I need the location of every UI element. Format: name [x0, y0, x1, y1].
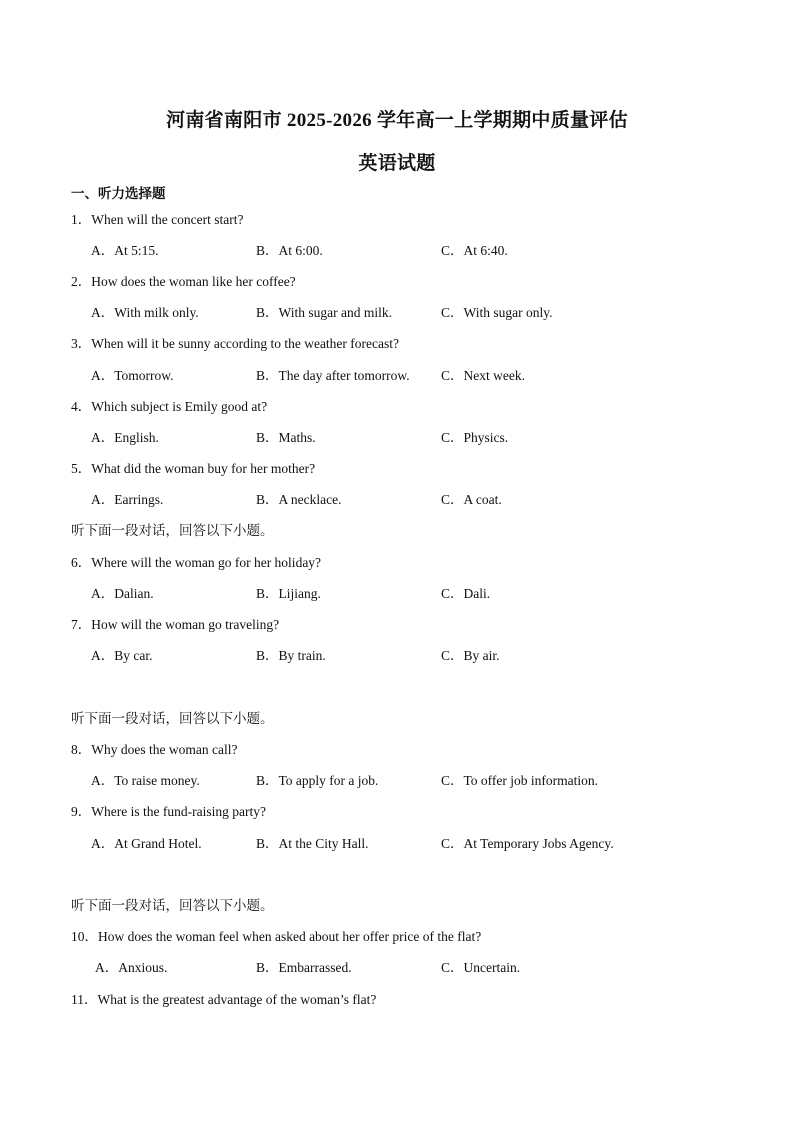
q9-option-b: B．At the City Hall. [256, 836, 369, 851]
question-10: 10．How does the woman feel when asked about her offer price of the flat? [71, 929, 482, 944]
q7-option-c: C．By air. [441, 648, 500, 663]
q7-option-b: B．By train. [256, 648, 326, 663]
listening-instruction: 听下面一段对话，回答以下小题。 [71, 898, 274, 913]
listening-instruction: 听下面一段对话，回答以下小题。 [71, 711, 274, 726]
question-5: 5．What did the woman buy for her mother? [71, 461, 316, 476]
question-8: 8．Why does the woman call? [71, 742, 238, 757]
q5-option-b: B．A necklace. [256, 492, 342, 507]
page-title: 河南省南阳市 2025-2026 学年高一上学期期中质量评估 [166, 110, 628, 131]
q3-option-b: B．The day after tomorrow. [256, 368, 410, 383]
page-subtitle: 英语试题 [358, 153, 436, 174]
question-6: 6．Where will the woman go for her holiday? [71, 555, 322, 570]
q1-option-c: C．At 6:40. [441, 243, 508, 258]
q8-option-c: C．To offer job information. [441, 773, 599, 788]
q6-option-c: C．Dali. [441, 586, 491, 601]
q1-option-a: A．At 5:15. [91, 243, 159, 258]
q4-option-b: B．Maths. [256, 430, 316, 445]
question-4: 4．Which subject is Emily good at? [71, 399, 268, 414]
q1-option-b: B．At 6:00. [256, 243, 323, 258]
q7-option-a: A．By car. [91, 648, 153, 663]
q4-option-c: C．Physics. [441, 430, 509, 445]
q3-option-a: A．Tomorrow. [91, 368, 174, 383]
q10-option-b: B．Embarrassed. [256, 960, 352, 975]
question-3: 3．When will it be sunny according to the weather forecast? [71, 336, 400, 351]
q4-option-a: A．English. [91, 430, 159, 445]
q10-option-a: A．Anxious. [95, 960, 168, 975]
question-9: 9．Where is the fund-raising party? [71, 804, 266, 819]
q8-option-a: A．To raise money. [91, 773, 200, 788]
q2-option-a: A．With milk only. [91, 305, 199, 320]
q5-option-c: C．A coat. [441, 492, 502, 507]
q2-option-b: B．With sugar and milk. [256, 305, 392, 320]
section-heading: 一、听力选择题 [71, 186, 166, 201]
listening-instruction: 听下面一段对话，回答以下小题。 [71, 523, 274, 538]
question-2: 2．How does the woman like her coffee? [71, 274, 296, 289]
q9-option-c: C．At Temporary Jobs Agency. [441, 836, 614, 851]
q3-option-c: C．Next week. [441, 368, 525, 383]
q6-option-b: B．Lijiang. [256, 586, 321, 601]
q9-option-a: A．At Grand Hotel. [91, 836, 202, 851]
question-1: 1．When will the concert start? [71, 212, 244, 227]
q5-option-a: A．Earrings. [91, 492, 164, 507]
question-7: 7．How will the woman go traveling? [71, 617, 280, 632]
q6-option-a: A．Dalian. [91, 586, 154, 601]
question-11: 11．What is the greatest advantage of the woman’s flat? [71, 992, 377, 1007]
q2-option-c: C．With sugar only. [441, 305, 553, 320]
q8-option-b: B．To apply for a job. [256, 773, 379, 788]
q10-option-c: C．Uncertain. [441, 960, 521, 975]
